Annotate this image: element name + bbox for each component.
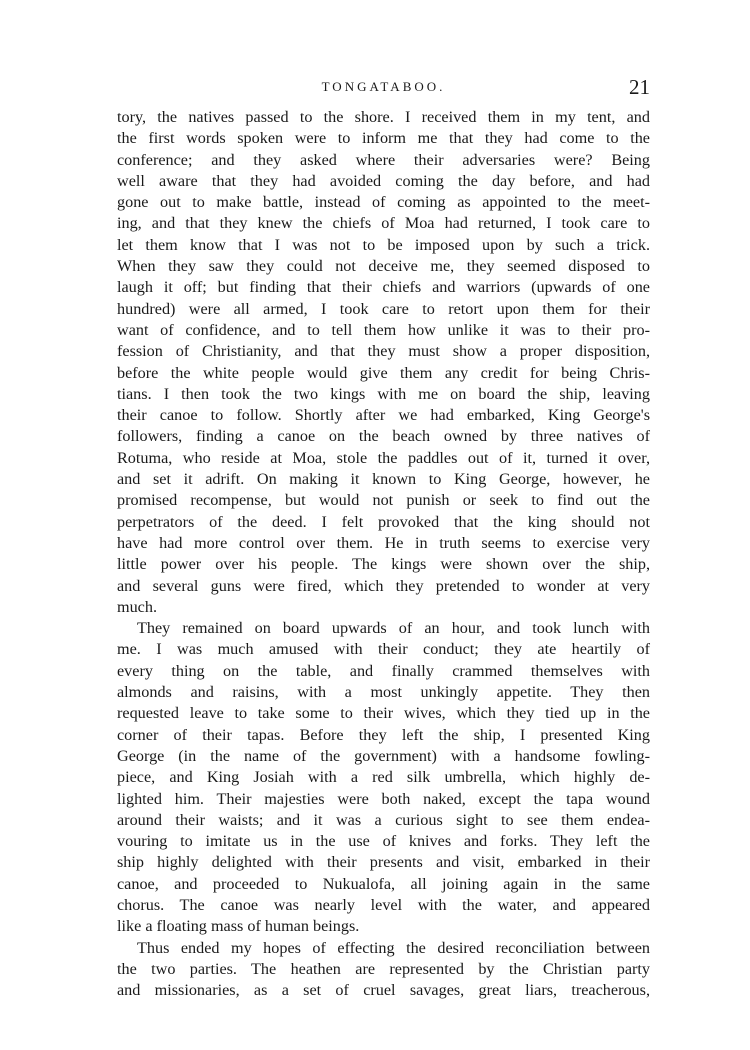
text-line: Rotuma, who reside at Moa, stole the paddles out of it, turned it over, xyxy=(117,448,650,467)
text-line: perpetrators of the deed. I felt provoked that the king should not xyxy=(117,512,650,531)
text-line: much. xyxy=(117,597,158,616)
text-line: me. I was much amused with their conduct; they ate heartily of xyxy=(117,640,650,659)
text-line: canoe, and proceeded to Nukualofa, all joining again in the same xyxy=(117,874,650,893)
text-line: the first words spoken were to inform me that they had come to the xyxy=(117,129,650,148)
text-line: and missionaries, as a set of cruel savages, great liars, treacherous, xyxy=(117,981,650,1000)
text-line: laugh it off; but finding that their chiefs and warriors (upwards of one xyxy=(117,278,650,297)
text-line: gone out to make battle, instead of coming as appointed to the meet- xyxy=(117,193,650,212)
text-line: hundred) were all armed, I took care to retort upon them for their xyxy=(117,299,650,318)
text-line: little power over his people. The kings were shown over the ship, xyxy=(117,555,650,574)
running-title: TONGATABOO. xyxy=(321,79,446,94)
text-line: vouring to imitate us in the use of knives and forks. They left the xyxy=(117,832,650,851)
text-line: ing, and that they knew the chiefs of Moa had returned, I took care to xyxy=(117,214,650,233)
text-line: want of confidence, and to tell them how unlike it was to their pro- xyxy=(117,320,650,339)
text-line: George (in the name of the government) with a handsome fowling- xyxy=(117,746,650,765)
text-line: have had more control over them. He in truth seems to exercise very xyxy=(117,533,650,552)
text-line: around their waists; and it was a curious sight to see them endea- xyxy=(117,810,650,829)
text-line: corner of their tapas. Before they left the ship, I presented King xyxy=(117,725,650,744)
text-line: followers, finding a canoe on the beach owned by three natives of xyxy=(117,427,650,446)
text-line: Thus ended my hopes of effecting the desired reconciliation between xyxy=(137,938,650,957)
text-line: let them know that I was not to be imposed upon by such a trick. xyxy=(117,235,650,254)
text-line: before the white people would give them any credit for being Chris- xyxy=(117,363,650,382)
text-line: almonds and raisins, with a most unkingly appetite. They then xyxy=(117,683,650,702)
text-line: piece, and King Josiah with a red silk umbrella, which highly de- xyxy=(117,768,650,787)
text-line: like a floating mass of human beings. xyxy=(117,917,360,936)
text-line: requested leave to take some to their wives, which they tied up in the xyxy=(117,704,650,723)
text-line: chorus. The canoe was nearly level with the water, and appeared xyxy=(117,895,650,914)
paragraph xyxy=(117,618,650,937)
text-line: well aware that they had avoided coming the day before, and had xyxy=(117,171,650,190)
text-line: tians. I then took the two kings with me on board the ship, leaving xyxy=(117,384,650,403)
paragraph xyxy=(117,107,650,618)
text-line: They remained on board upwards of an hour, and took lunch with xyxy=(137,619,650,638)
text-line: ship highly delighted with their presents and visit, embarked in their xyxy=(117,853,650,872)
running-head xyxy=(117,75,650,108)
text-line: and set it adrift. On making it known to King George, however, he xyxy=(117,470,650,489)
text-line: fession of Christianity, and that they must show a proper disposition, xyxy=(117,342,650,361)
page-number: 21 xyxy=(629,75,650,99)
text-line: When they saw they could not deceive me, they seemed disposed to xyxy=(117,257,650,276)
text-line: tory, the natives passed to the shore. I received them in my tent, and xyxy=(117,108,650,126)
text-line: conference; and they asked where their adversaries were? Being xyxy=(117,150,650,169)
text-line: every thing on the table, and finally crammed themselves with xyxy=(117,661,650,680)
text-line: the two parties. The heathen are represented by the Christian party xyxy=(117,959,650,978)
text-line: promised recompense, but would not punish or seek to find out the xyxy=(117,491,650,510)
body-text xyxy=(117,107,650,1001)
text-line: and several guns were fired, which they pretended to wonder at very xyxy=(117,576,650,595)
text-line: lighted him. Their majesties were both naked, except the tapa wound xyxy=(117,789,650,808)
text-line: their canoe to follow. Shortly after we had embarked, King George's xyxy=(117,406,650,425)
paragraph xyxy=(117,938,650,1002)
